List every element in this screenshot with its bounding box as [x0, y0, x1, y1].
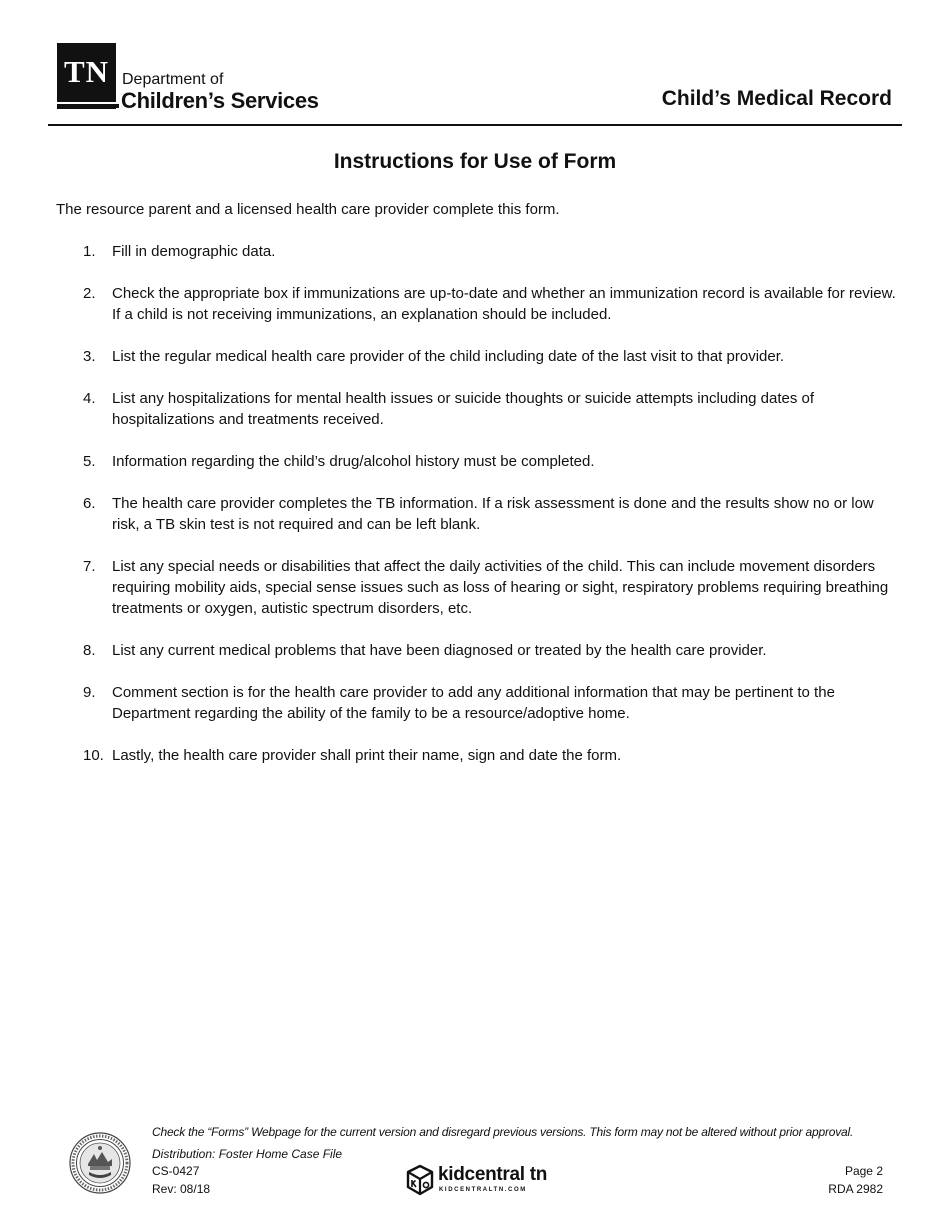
kidcentral-name: kidcentral tn: [438, 1164, 548, 1185]
tn-logo-mark: [57, 43, 116, 102]
logo-underline: [57, 104, 116, 109]
footer-page-number: Page 2: [844, 1164, 883, 1178]
instruction-item: [56, 682, 898, 724]
instruction-number: 2.: [83, 285, 96, 302]
footer-revision: Rev: 08/18: [152, 1182, 211, 1196]
instruction-text: Comment section is for the health care provider to add any additional information that may be pertinent to the Department regarding the ability of the family to be a resource/adoptive home.: [112, 684, 835, 722]
footer-form-number: CS-0427: [152, 1164, 200, 1178]
instruction-text: The health care provider completes the TB information. If a risk assessment is done and the results show no or low risk, a TB skin test is not required and can be left blank.: [112, 495, 874, 533]
logo-agency-name: Children’s Services: [121, 88, 319, 113]
state-seal-icon: [69, 1132, 131, 1194]
logo-tn-text: TN: [63, 54, 110, 89]
logo-department-text: Department of: [122, 71, 224, 88]
instruction-text: Check the appropriate box if immunizations are up-to-date and whether an immunization record is available for review. If a child is not receiving immunizations, an explanation should be included.: [112, 285, 896, 323]
instruction-item: [56, 346, 898, 367]
instruction-number: 10.: [83, 747, 104, 764]
instruction-text: List any special needs or disabilities that affect the daily activities of the child. This can include movement disorders requiring mobility aids, special sense issues such as loss of hearing or sight, respiratory problems requiring breathing treatments or oxygen, autistic spectrum disorders, etc.: [112, 558, 889, 617]
instruction-item: [56, 241, 898, 262]
instruction-item: [56, 556, 898, 619]
instruction-item: [56, 493, 898, 535]
instruction-number: 9.: [83, 684, 96, 701]
header-divider: [48, 124, 902, 126]
instruction-number: 3.: [83, 348, 96, 365]
kidcentral-blocks-icon: [405, 1164, 435, 1196]
instruction-item: [56, 283, 898, 325]
instruction-number: 5.: [83, 453, 96, 470]
instruction-item: [56, 451, 898, 472]
instruction-text: List any current medical problems that have been diagnosed or treated by the health care provider.: [112, 642, 767, 659]
instruction-item: [56, 640, 898, 661]
instruction-number: 4.: [83, 390, 96, 407]
footer-version-notice: Check the “Forms” Webpage for the current version and disregard previous versions. This form may not be altered without prior approval.: [152, 1125, 854, 1139]
kidcentral-url: KIDCENTRALTN.COM: [439, 1187, 527, 1193]
footer-distribution: Distribution: Foster Home Case File: [152, 1147, 343, 1161]
instructions-heading: Instructions for Use of Form: [333, 150, 617, 173]
instruction-number: 1.: [83, 243, 96, 260]
form-title: Child’s Medical Record: [661, 87, 892, 110]
kidcentral-logo: [405, 1163, 548, 1197]
instruction-text: Fill in demographic data.: [112, 243, 276, 260]
instruction-item: [56, 388, 898, 430]
instruction-number: 6.: [83, 495, 96, 512]
instruction-text: List the regular medical health care provider of the child including date of the last visit to that provider.: [112, 348, 785, 365]
instruction-text: Lastly, the health care provider shall print their name, sign and date the form.: [112, 747, 622, 764]
instruction-number: 7.: [83, 558, 96, 575]
logo-dot: [115, 104, 119, 108]
intro-paragraph: The resource parent and a licensed health care provider complete this form.: [56, 201, 560, 218]
instruction-list: [56, 241, 898, 787]
instruction-number: 8.: [83, 642, 96, 659]
footer-rda-number: RDA 2982: [828, 1182, 883, 1196]
instruction-text: Information regarding the child’s drug/alcohol history must be completed.: [112, 453, 595, 470]
instruction-item: [56, 745, 898, 766]
instruction-text: List any hospitalizations for mental health issues or suicide thoughts or suicide attempts including dates of hospitalizations and treatments received.: [112, 390, 815, 428]
